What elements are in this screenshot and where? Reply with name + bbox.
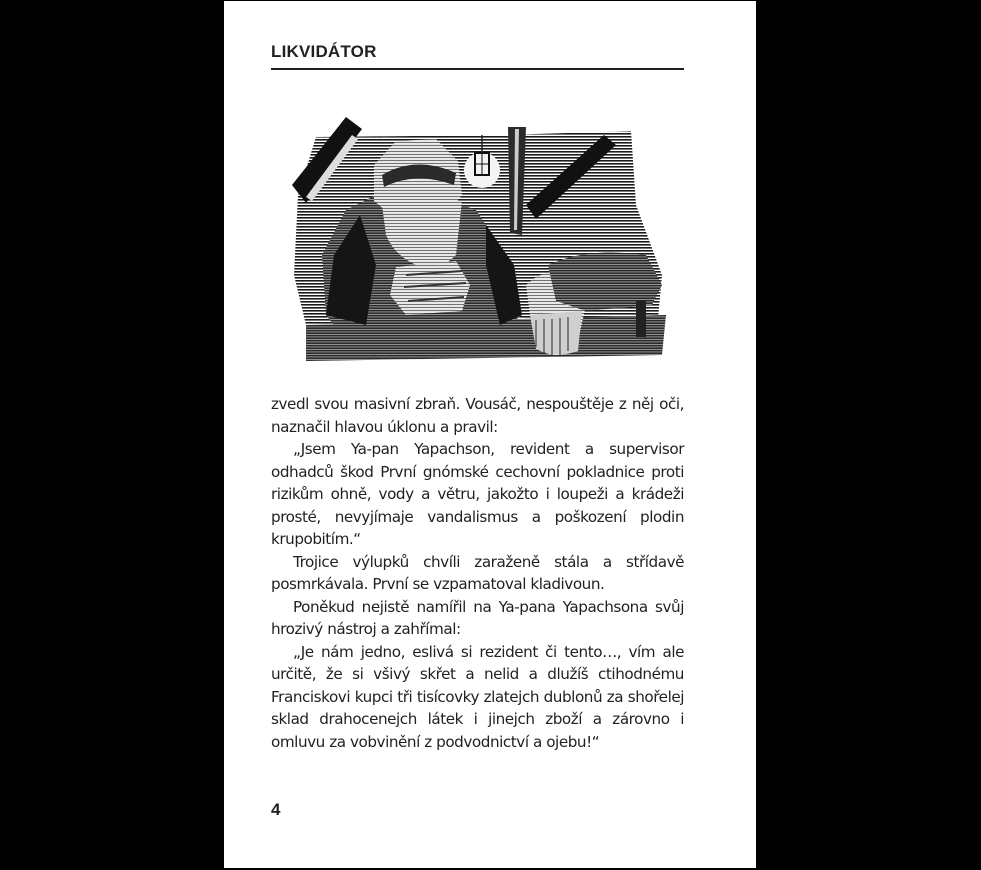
- paragraph: Poněkud nejistě namířil na Ya-pana Yapachsona svůj hrozivý nástroj a zahřímal:: [271, 597, 684, 638]
- body-text: [271, 393, 684, 753]
- running-head: LIKVIDÁTOR: [271, 42, 377, 61]
- paragraph: „Jsem Ya-pan Yapachson, revident a supervisor odhadců škod První gnómské cechovní pokladnice proti rizikům ohně, vody a větru, jakožto i loupeži a krádeži prosté, nevyjímaje vandalismus a poškození plodin krupobitím.“: [271, 440, 684, 548]
- illustration-dwarf-and-gnome-icon: [286, 115, 670, 365]
- header-rule: [271, 68, 684, 70]
- book-page: [224, 1, 756, 868]
- paragraph: zvedl svou masivní zbraň. Vousáč, nespouštěje z něj oči, naznačil hlavou úklonu a pravil:: [271, 395, 684, 436]
- paragraph: Trojice výlupků chvíli zaraženě stála a střídavě posmrkávala. První se vzpamatoval kladivoun.: [271, 552, 684, 593]
- page-number: 4: [271, 800, 281, 819]
- paragraph: „Je nám jedno, eslivá si rezident či tento…, vím ale určitě, že si všivý skřet a nelid a dlužíš ctihodnému Franciskovi kupci tři tisícovky zlatejch dublonů za shořelej sklad drahocenejch látek i jinejch zboží a zárovno i omluvu za vobvinění z podvodnictví a ojebu!“: [271, 642, 684, 751]
